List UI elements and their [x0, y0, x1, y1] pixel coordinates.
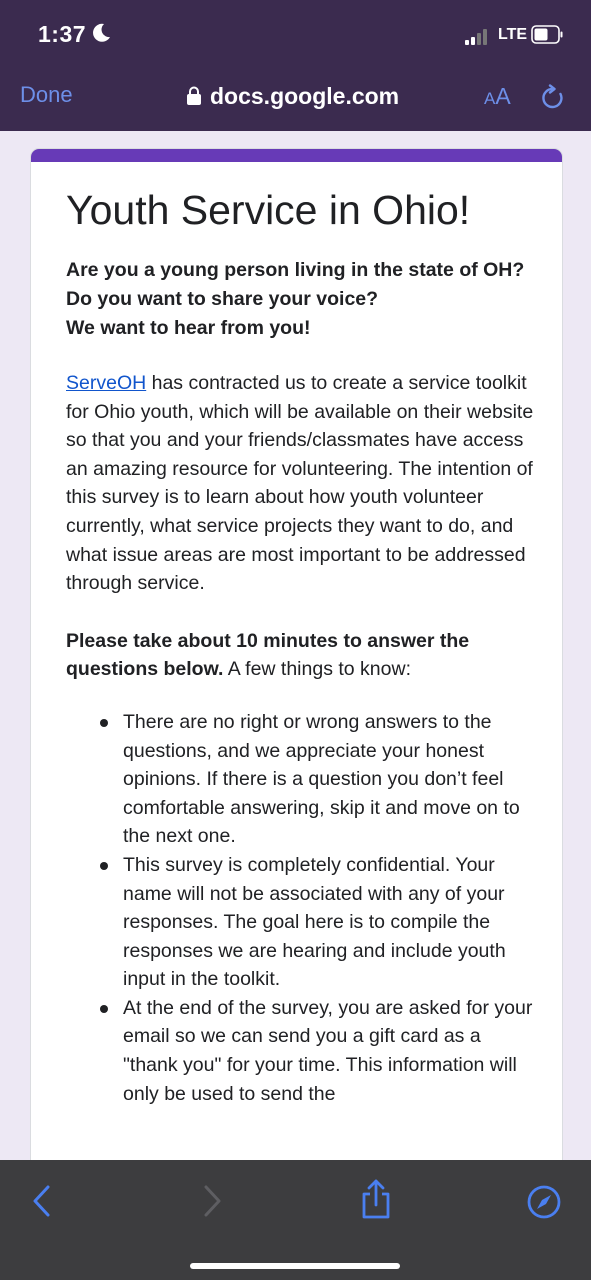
- text-size-small-label: A: [484, 89, 496, 108]
- status-time: 1:37: [38, 21, 87, 47]
- instructions-text: A few things to know:: [223, 658, 411, 681]
- battery-icon: [531, 25, 563, 44]
- network-label: LTE: [498, 26, 528, 43]
- form-intro: [66, 256, 536, 343]
- description-paragraph: [66, 369, 536, 598]
- signal-icon: [465, 29, 493, 45]
- home-indicator[interactable]: [190, 1263, 400, 1269]
- status-bar: [0, 0, 591, 66]
- card-accent-bar: [31, 149, 562, 162]
- form-description: [66, 186, 536, 1108]
- form-title: Youth Service in Ohio!: [66, 187, 471, 233]
- serveoh-link[interactable]: ServeOH: [66, 372, 147, 394]
- instructions-bold: Please take about 10 minutes to answer the questions below.: [66, 629, 470, 681]
- bullet-text: There are no right or wrong answers to the questions, and we appreciate your honest opinions. If there is a question you don’t feel comfortable answering, skip it and move on to the next one.: [123, 710, 520, 848]
- browser-nav-bar: [0, 66, 591, 131]
- intro-line: Do you want to share your voice?: [66, 288, 379, 310]
- done-button[interactable]: Done: [20, 82, 73, 107]
- url-text: docs.google.com: [210, 82, 400, 109]
- browser-toolbar: [0, 1160, 591, 1280]
- bullet-text: This survey is completely confidential. Your name will not be associated with any of your responses. The goal here is to compile the responses we are hearing and include youth input in the toolkit.: [123, 853, 506, 991]
- description-text: has contracted us to create a service toolkit for Ohio youth, which will be available on their website so that you and your friends/classmates have access an amazing resource for volunteering. The intention of this survey is to learn about how youth volunteer currently, what service projects they want to do, and what issue areas are most important to be addressed through service.: [66, 372, 534, 595]
- share-icon[interactable]: [359, 1178, 393, 1220]
- reload-icon[interactable]: [540, 84, 566, 112]
- bullet-icon: [100, 719, 108, 727]
- lock-icon: [186, 86, 202, 106]
- back-icon[interactable]: [30, 1184, 54, 1218]
- text-size-button[interactable]: [484, 83, 511, 110]
- info-bullet-list: [66, 708, 536, 1108]
- page-content[interactable]: [0, 131, 591, 1160]
- intro-line: Are you a young person living in the state of OH?: [66, 259, 525, 281]
- list-item: [66, 708, 536, 851]
- list-item: [66, 994, 536, 1108]
- instructions-paragraph: [66, 627, 536, 684]
- form-header-card: [30, 148, 563, 1160]
- compass-icon[interactable]: [526, 1184, 562, 1220]
- text-size-large-label: A: [495, 83, 511, 109]
- bullet-icon: [100, 862, 108, 870]
- list-item: [66, 851, 536, 994]
- bullet-text: At the end of the survey, you are asked for your email so we can send you a gift card as a "thank you" for your time. This information will only be used to send the: [123, 996, 533, 1105]
- forward-icon[interactable]: [200, 1184, 224, 1218]
- intro-line: We want to hear from you!: [66, 317, 311, 339]
- url-bar[interactable]: [186, 81, 399, 111]
- moon-icon: [90, 22, 112, 44]
- bullet-icon: [100, 1005, 108, 1013]
